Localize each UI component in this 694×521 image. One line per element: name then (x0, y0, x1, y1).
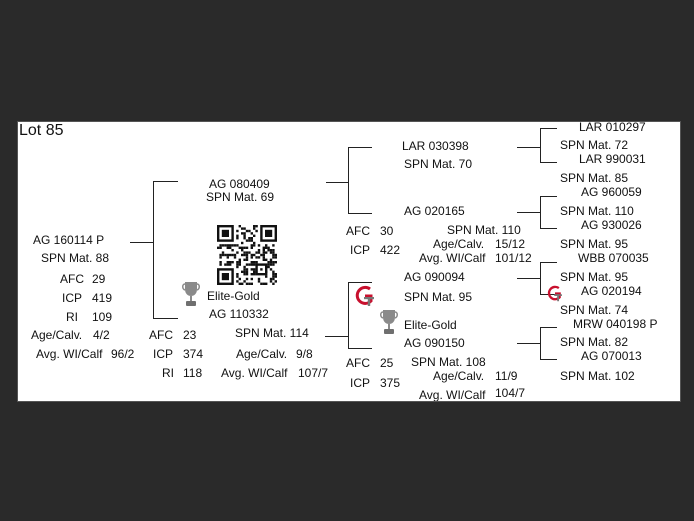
animal-afc-value: 29 (92, 272, 106, 286)
dam-ri-label: RI (162, 366, 174, 380)
dd-id: AG 090150 (404, 336, 465, 350)
gt-logo-icon (355, 285, 375, 307)
sd-icp-value: 422 (380, 243, 401, 257)
connector-line (540, 327, 557, 328)
dd-age-label: Age/Calv. (433, 369, 485, 383)
qr-code-icon (217, 225, 277, 285)
animal-ri-value: 109 (92, 310, 113, 324)
connector-line (348, 213, 372, 214)
animal-age-label: Age/Calv. (31, 328, 83, 342)
gt-logo-icon (547, 285, 563, 302)
connector-line (153, 181, 178, 182)
g4-entry: AG 020194 (581, 284, 642, 298)
g4-entry: AG 960059 (581, 185, 642, 199)
dd-badge: Elite-Gold (404, 318, 457, 332)
g4-entry: LAR 990031 (579, 152, 646, 166)
sire-spn: SPN Mat. 69 (206, 190, 275, 204)
dam-afc-value: 23 (183, 328, 197, 342)
connector-line (540, 128, 557, 129)
dam-ri-value: 118 (183, 366, 203, 380)
g4-entry: SPN Mat. 85 (560, 171, 629, 185)
animal-icp-label: ICP (62, 291, 83, 305)
animal-wi-label: Avg. WI/Calf (36, 347, 103, 361)
animal-age-value: 4/2 (93, 328, 110, 342)
dd-afc-label: AFC (346, 356, 370, 370)
g4-entry: SPN Mat. 82 (560, 335, 629, 349)
g4-entry: WBB 070035 (578, 251, 649, 265)
dam-icp-value: 374 (183, 347, 204, 361)
animal-ri-label: RI (66, 310, 78, 324)
sd-afc-label: AFC (346, 224, 370, 238)
g4-entry: SPN Mat. 110 (560, 204, 634, 218)
connector-line (517, 278, 540, 279)
animal-wi-value: 96/2 (111, 347, 135, 361)
dam-id: AG 110332 (209, 307, 269, 321)
connector-line (540, 327, 541, 360)
ds-id: AG 090094 (404, 270, 465, 284)
dam-wi-label: Avg. WI/Calf (221, 366, 288, 380)
connector-line (540, 262, 541, 295)
ss-id: LAR 030398 (402, 139, 469, 153)
sd-age-label: Age/Calv. (433, 237, 485, 251)
dam-spn: SPN Mat. 114 (235, 326, 309, 340)
connector-line (348, 282, 372, 283)
g4-entry: SPN Mat. 95 (560, 237, 629, 251)
connector-line (153, 181, 154, 319)
g4-entry: SPN Mat. 72 (560, 138, 629, 152)
dd-icp-label: ICP (350, 376, 371, 390)
connector-line (348, 348, 372, 349)
connector-line (517, 147, 540, 148)
dd-wi-value: 104/7 (495, 386, 526, 400)
g4-entry: MRW 040198 P (573, 317, 658, 331)
dam-icp-label: ICP (153, 347, 174, 361)
sd-wi-label: Avg. WI/Calf (419, 251, 486, 265)
connector-line (348, 147, 372, 148)
sd-afc-value: 30 (380, 224, 394, 238)
connector-line (348, 147, 349, 214)
animal-icp-value: 419 (92, 291, 113, 305)
connector-line (348, 282, 349, 349)
dd-age-value: 11/9 (495, 369, 518, 383)
connector-line (540, 196, 557, 197)
connector-line (517, 212, 540, 213)
dd-wi-label: Avg. WI/Calf (419, 388, 486, 402)
trophy-icon (380, 308, 398, 336)
dam-wi-value: 107/7 (298, 366, 329, 380)
g4-entry: SPN Mat. 74 (560, 303, 629, 317)
animal-id: AG 160114 P (33, 233, 105, 247)
g4-entry: SPN Mat. 102 (560, 369, 635, 383)
lot-title: Lot 85 (19, 122, 64, 139)
connector-line (540, 128, 541, 163)
trophy-icon (182, 280, 200, 308)
ss-spn: SPN Mat. 70 (404, 157, 473, 171)
connector-line (326, 182, 348, 183)
sd-age-value: 15/12 (495, 237, 526, 251)
sd-id: AG 020165 (404, 204, 465, 218)
connector-line (540, 162, 557, 163)
connector-line (540, 262, 557, 263)
animal-spn: SPN Mat. 88 (41, 251, 110, 265)
dd-spn: SPN Mat. 108 (411, 355, 486, 369)
sd-icp-label: ICP (350, 243, 371, 257)
ds-spn: SPN Mat. 95 (404, 290, 473, 304)
g4-entry: AG 070013 (581, 349, 642, 363)
g4-entry: SPN Mat. 95 (560, 270, 629, 284)
connector-line (153, 318, 178, 319)
connector-line (540, 196, 541, 229)
dam-age-label: Age/Calv. (236, 347, 288, 361)
sire-id: AG 080409 (209, 177, 270, 191)
sd-wi-value: 101/12 (495, 251, 532, 265)
connector-line (130, 242, 153, 243)
dd-icp-value: 375 (380, 376, 401, 390)
pedigree-sheet (17, 121, 681, 402)
connector-line (325, 336, 348, 337)
g4-entry: AG 930026 (581, 218, 642, 232)
animal-afc-label: AFC (60, 272, 84, 286)
connector-line (540, 228, 557, 229)
g4-entry: LAR 010297 (579, 121, 646, 134)
dam-badge: Elite-Gold (207, 289, 260, 303)
dd-afc-value: 25 (380, 356, 394, 370)
connector-line (517, 343, 540, 344)
dam-afc-label: AFC (149, 328, 173, 342)
connector-line (540, 359, 557, 360)
dam-age-value: 9/8 (296, 347, 313, 361)
sd-spn: SPN Mat. 110 (447, 223, 521, 237)
